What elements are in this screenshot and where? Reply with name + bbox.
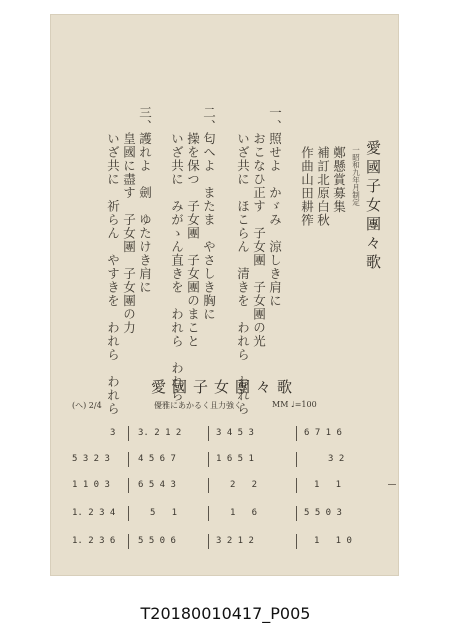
measure: 5 1 — [150, 508, 178, 518]
key-signature: (ヘ) 2/4 — [72, 401, 102, 410]
bar-line — [208, 478, 209, 493]
verse-2-number: 二、 — [201, 106, 217, 133]
bar-line — [208, 534, 209, 549]
measure: 5 5 0 6 — [138, 536, 176, 546]
credit-line-3: 作曲山田耕筰 — [299, 146, 315, 227]
verse-2-line-3: いざ共に みがゝん直きを われら われら — [169, 132, 185, 402]
measure: 6 7 1 6 — [304, 428, 342, 438]
date-note: 一昭和九年月制定 — [351, 146, 361, 206]
measure: 3. 2 1 2 — [138, 428, 182, 438]
song-title: 愛國子女團々歌 — [364, 140, 382, 273]
bar-line — [208, 426, 209, 441]
verse-2-line-1: 匂へよ またま やさしき胸に — [201, 132, 217, 321]
credit-line-1: 鄭懸賞募集 — [331, 146, 347, 214]
margin-mark — [388, 484, 396, 485]
measure: 4 5 6 7 — [138, 454, 176, 464]
measure: 1 6 5 1 — [216, 454, 254, 464]
verse-2-line-2: 操を保つ 子女團 子女團のまこと — [185, 132, 201, 348]
tempo-mark: MM ♩=100 — [272, 400, 317, 409]
verse-3-line-3: いざ共に 祈らん やすきを われら われら — [105, 132, 121, 416]
bar-line — [208, 452, 209, 467]
notation-row — [70, 480, 382, 492]
measure: 1 1 — [314, 480, 342, 490]
bar-line — [128, 506, 129, 521]
measure: 3 2 — [328, 454, 345, 464]
notation-row — [70, 508, 382, 520]
verse-1-line-3: いざ共に ほこらん 清きを われら われら — [235, 132, 251, 416]
bar-line — [296, 534, 297, 549]
bar-line — [128, 452, 129, 467]
credit-line-2: 補訂北原白秋 — [315, 146, 331, 227]
measure: 1. 2 3 6 — [72, 536, 116, 546]
verse-3-line-1: 護れよ 劍 ゆたけき肩に — [137, 132, 153, 294]
notation-row — [70, 428, 382, 440]
measure: 1 1 0 — [314, 536, 352, 546]
measure: 1. 2 3 4 — [72, 508, 116, 518]
measure: 3 4 5 3 — [216, 428, 254, 438]
notation-row — [70, 454, 382, 466]
notation-row — [70, 536, 382, 548]
measure: 2 2 — [230, 480, 258, 490]
bar-line — [296, 506, 297, 521]
bar-line — [128, 478, 129, 493]
measure: 1 1 0 3 — [72, 480, 110, 490]
measure: 6 5 4 3 — [138, 480, 176, 490]
verse-1-number: 一、 — [267, 106, 283, 133]
image-caption: T20180010417_P005 — [140, 604, 311, 623]
bar-line — [208, 506, 209, 521]
score-title: 愛國子女團々歌 — [150, 378, 298, 396]
bar-line — [128, 426, 129, 441]
measure: 1 6 — [230, 508, 258, 518]
verse-3-number: 三、 — [137, 106, 153, 133]
expression-mark: 優雅にあかるく且力強く — [154, 401, 242, 410]
measure: 3 — [110, 428, 116, 438]
bar-line — [296, 452, 297, 467]
measure: 3 2 1 2 — [216, 536, 254, 546]
document-page — [50, 14, 399, 576]
bar-line — [296, 478, 297, 493]
bar-line — [296, 426, 297, 441]
bar-line — [128, 534, 129, 549]
measure: 5 5 0 3 — [304, 508, 342, 518]
measure: 5 3 2 3 — [72, 454, 110, 464]
verse-1-line-2: おこなひ正す 子女團 子女團の光 — [251, 132, 267, 348]
verse-3-line-2: 皇國に盡す 子女團 子女團の力 — [121, 132, 137, 335]
verse-1-line-1: 照せよ かゞみ 涼しき肩に — [267, 132, 283, 308]
